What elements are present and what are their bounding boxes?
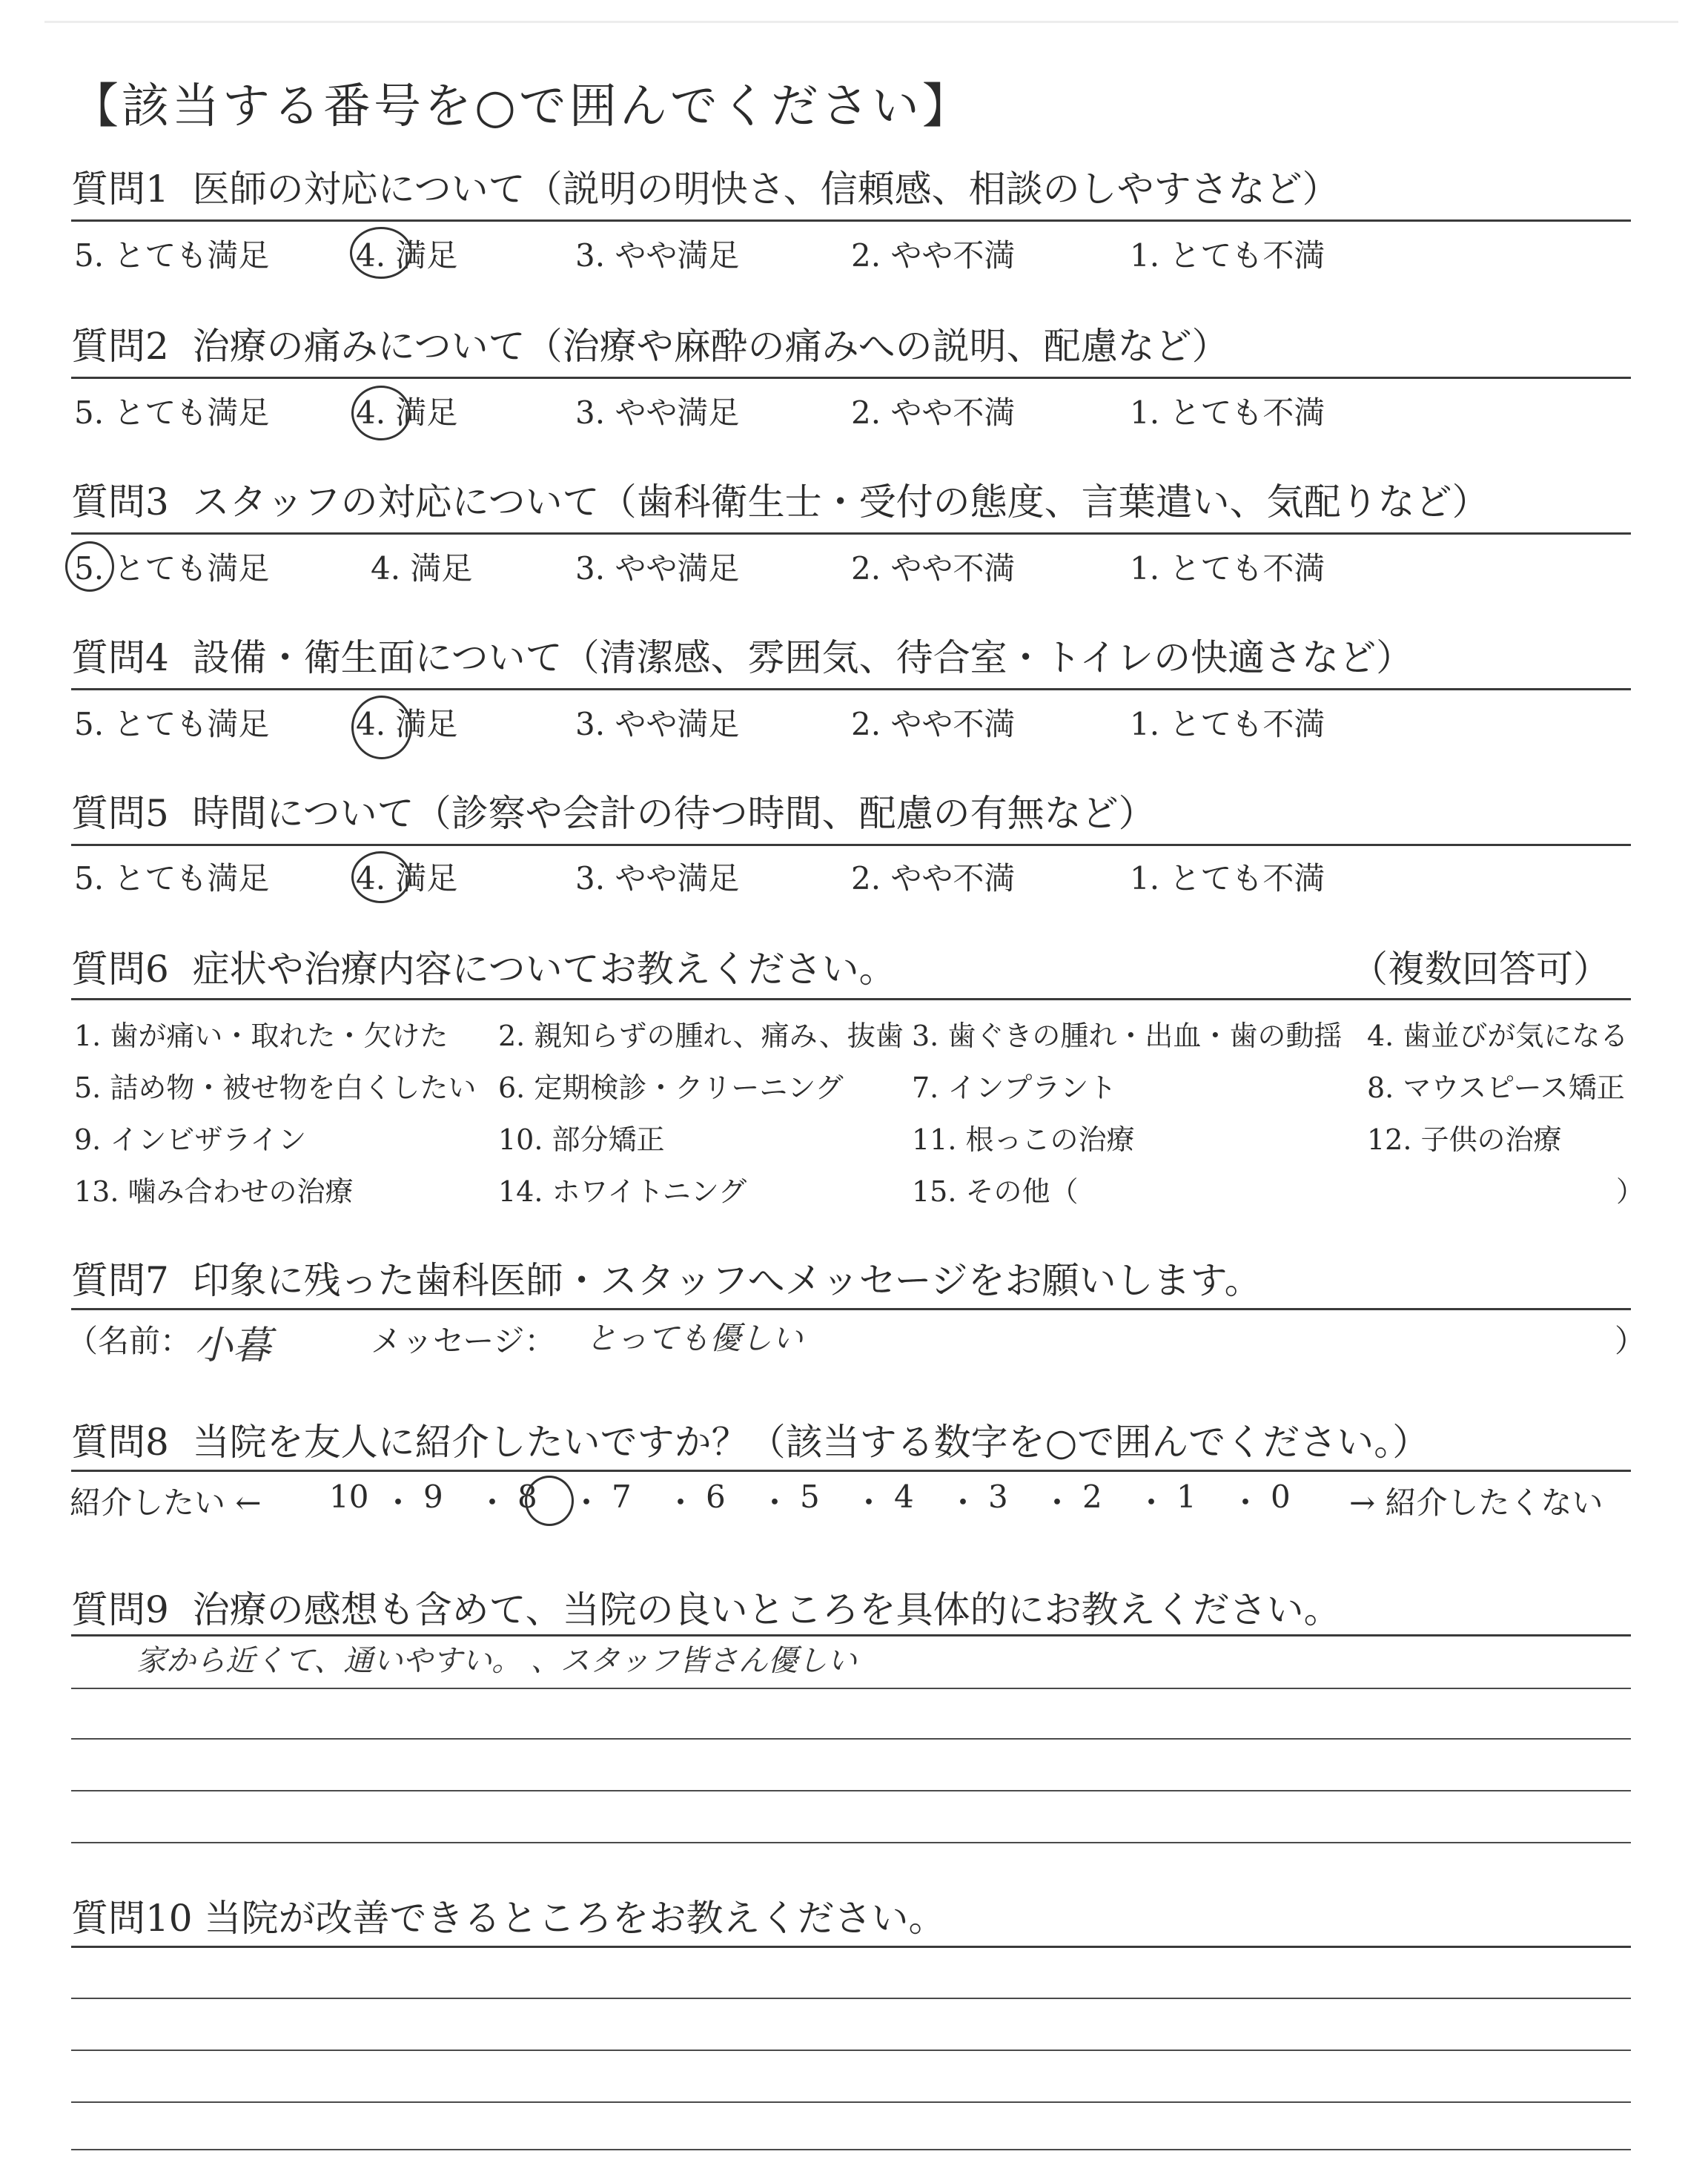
question-8-text: 当院を友人に紹介したいですか？（該当する数字を○で囲んでください。） bbox=[192, 1421, 1430, 1464]
question-2-text: 治療の痛みについて（治療や麻酔の痛みへの説明、配慮など） bbox=[192, 325, 1229, 368]
q5-option-1[interactable]: 1. とても不満 bbox=[1130, 860, 1325, 896]
q8-scale-4[interactable]: 4 bbox=[894, 1479, 914, 1515]
question-10 bbox=[71, 1892, 1631, 1944]
question-10-text: 当院が改善できるところをお教えください。 bbox=[204, 1897, 946, 1940]
question-5-text: 時間について（診察や会計の待つ時間、配慮の有無など） bbox=[192, 792, 1156, 835]
q8-scale-2[interactable]: 2 bbox=[1082, 1479, 1102, 1515]
question-1 bbox=[71, 163, 1631, 215]
q3-answer-circle bbox=[65, 541, 114, 592]
q8-scale-dot: ・ bbox=[947, 1484, 979, 1521]
question-5-rule bbox=[71, 844, 1631, 846]
q5-option-3[interactable]: 3. やや満足 bbox=[575, 860, 740, 896]
q1-option-4[interactable]: 4. 満足 bbox=[356, 237, 458, 274]
q9-answer[interactable]: 家から近くて、通いやすい。 、スタッフ皆さん優しい bbox=[136, 1644, 857, 1678]
q9-line-4 bbox=[71, 1842, 1631, 1843]
q1-option-5[interactable]: 5. とても満足 bbox=[74, 237, 270, 274]
question-1-label: 質問1 bbox=[71, 168, 169, 211]
q8-right-label: → 紹介したくない bbox=[1349, 1484, 1603, 1521]
q2-option-5[interactable]: 5. とても満足 bbox=[74, 394, 270, 431]
q8-left-label: 紹介したい ← bbox=[70, 1484, 262, 1521]
q7-close: ） bbox=[1615, 1323, 1646, 1359]
q3-option-1[interactable]: 1. とても不満 bbox=[1130, 550, 1325, 587]
q8-scale-9[interactable]: 9 bbox=[423, 1479, 443, 1515]
q8-scale-10[interactable]: 10 bbox=[329, 1479, 369, 1515]
q6-option-5[interactable]: 5. 詰め物・被せ物を白くしたい bbox=[74, 1071, 477, 1104]
question-2 bbox=[71, 320, 1631, 372]
question-1-rule bbox=[71, 219, 1631, 222]
question-6-label: 質問6 bbox=[71, 948, 169, 991]
question-4-label: 質問4 bbox=[71, 636, 169, 679]
q6-option-13[interactable]: 13. 噛み合わせの治療 bbox=[74, 1175, 354, 1208]
q2-answer-circle bbox=[351, 386, 411, 440]
q8-scale-3[interactable]: 3 bbox=[988, 1479, 1008, 1515]
question-2-label: 質問2 bbox=[71, 325, 169, 368]
q8-scale-8[interactable]: 8 bbox=[517, 1479, 537, 1515]
q6-option-2[interactable]: 2. 親知らずの腫れ、痛み、抜歯 bbox=[498, 1020, 904, 1052]
q8-scale-dot: ・ bbox=[1042, 1484, 1073, 1521]
q5-option-5[interactable]: 5. とても満足 bbox=[74, 860, 270, 896]
q6-option-4[interactable]: 4. 歯並びが気になる bbox=[1367, 1020, 1629, 1052]
q6-option-1[interactable]: 1. 歯が痛い・取れた・欠けた bbox=[74, 1020, 448, 1052]
q8-scale-dot: ・ bbox=[759, 1484, 791, 1521]
q10-line-2 bbox=[71, 2050, 1631, 2051]
page-title: 【該当する番号を○で囲んでください】 bbox=[71, 79, 973, 134]
question-6 bbox=[71, 943, 1631, 995]
q6-option-15-close: ） bbox=[1616, 1175, 1645, 1208]
question-8-label: 質問8 bbox=[71, 1421, 169, 1464]
q6-option-7[interactable]: 7. インプラント bbox=[912, 1071, 1117, 1104]
q7-name-open: （名前： bbox=[67, 1323, 192, 1359]
question-9 bbox=[71, 1584, 1631, 1636]
question-4 bbox=[71, 632, 1631, 684]
q1-option-3[interactable]: 3. やや満足 bbox=[575, 237, 740, 274]
q7-message-label: メッセージ： bbox=[371, 1323, 556, 1359]
question-3-rule bbox=[71, 532, 1631, 535]
q6-option-6[interactable]: 6. 定期検診・クリーニング bbox=[498, 1071, 844, 1104]
q4-answer-circle bbox=[351, 696, 412, 759]
question-7-label: 質問7 bbox=[71, 1259, 169, 1302]
q3-option-4[interactable]: 4. 満足 bbox=[371, 550, 473, 587]
question-6-note: （複数回答可） bbox=[1351, 948, 1610, 991]
q10-line-4 bbox=[71, 2149, 1631, 2150]
q7-name-value[interactable]: 小暮 bbox=[194, 1324, 272, 1368]
q4-option-2[interactable]: 2. やや不満 bbox=[851, 706, 1016, 742]
question-4-rule bbox=[71, 688, 1631, 690]
q8-scale-1[interactable]: 1 bbox=[1176, 1479, 1196, 1515]
question-3 bbox=[71, 476, 1631, 528]
q1-answer-circle bbox=[350, 227, 412, 279]
question-3-text: スタッフの対応について（歯科衛生士・受付の態度、言葉遣い、気配りなど） bbox=[192, 480, 1489, 524]
question-2-rule bbox=[71, 377, 1631, 379]
q8-scale-5[interactable]: 5 bbox=[800, 1479, 820, 1515]
q3-option-3[interactable]: 3. やや満足 bbox=[575, 550, 740, 587]
q4-option-4[interactable]: 4. 満足 bbox=[356, 706, 458, 742]
q6-option-9[interactable]: 9. インビザライン bbox=[74, 1123, 307, 1156]
q4-option-1[interactable]: 1. とても不満 bbox=[1130, 706, 1325, 742]
question-7-text: 印象に残った歯科医師・スタッフへメッセージをお願いします。 bbox=[192, 1259, 1262, 1302]
question-10-rule bbox=[71, 1946, 1631, 1948]
q8-scale-0[interactable]: 0 bbox=[1271, 1479, 1291, 1515]
q6-option-12[interactable]: 12. 子供の治療 bbox=[1367, 1123, 1562, 1156]
q4-option-5[interactable]: 5. とても満足 bbox=[74, 706, 270, 742]
question-5 bbox=[71, 787, 1631, 839]
q6-option-10[interactable]: 10. 部分矯正 bbox=[498, 1123, 665, 1156]
q8-scale-dot: ・ bbox=[571, 1484, 603, 1521]
q8-scale-dot: ・ bbox=[1136, 1484, 1168, 1521]
q10-line-1 bbox=[71, 1998, 1631, 1999]
q5-option-2[interactable]: 2. やや不満 bbox=[851, 860, 1016, 896]
question-10-label: 質問10 bbox=[71, 1897, 193, 1940]
question-4-text: 設備・衛生面について（清潔感、雰囲気、待合室・トイレの快適さなど） bbox=[192, 636, 1414, 679]
question-9-rule bbox=[71, 1634, 1631, 1636]
q3-option-2[interactable]: 2. やや不満 bbox=[851, 550, 1016, 587]
question-8-rule bbox=[71, 1470, 1631, 1472]
question-1-text: 医師の対応について（説明の明快さ、信頼感、相談のしやすさなど） bbox=[192, 168, 1340, 211]
q6-option-11[interactable]: 11. 根っこの治療 bbox=[912, 1123, 1135, 1156]
q6-option-15[interactable]: 15. その他（ bbox=[912, 1175, 1079, 1208]
q1-option-1[interactable]: 1. とても不満 bbox=[1130, 237, 1325, 274]
q7-message-value[interactable]: とっても優しい bbox=[586, 1320, 804, 1356]
q8-scale-dot: ・ bbox=[665, 1484, 697, 1521]
question-7-rule bbox=[71, 1308, 1631, 1310]
q9-line-2 bbox=[71, 1738, 1631, 1740]
q2-option-3[interactable]: 3. やや満足 bbox=[575, 394, 740, 431]
q2-option-2[interactable]: 2. やや不満 bbox=[851, 394, 1016, 431]
q9-line-1 bbox=[71, 1688, 1631, 1689]
q4-option-3[interactable]: 3. やや満足 bbox=[575, 706, 740, 742]
question-9-text: 治療の感想も含めて、当院の良いところを具体的にお教えください。 bbox=[192, 1588, 1341, 1631]
q10-line-3 bbox=[71, 2101, 1631, 2103]
q8-scale-dot: ・ bbox=[383, 1484, 414, 1521]
q8-scale-7[interactable]: 7 bbox=[612, 1479, 632, 1515]
q8-answer-circle bbox=[525, 1476, 574, 1526]
top-border bbox=[44, 21, 1678, 23]
q2-option-4[interactable]: 4. 満足 bbox=[356, 394, 458, 431]
q8-scale-dot: ・ bbox=[1230, 1484, 1262, 1521]
question-9-label: 質問9 bbox=[71, 1588, 169, 1631]
question-6-text: 症状や治療内容についてお教えください。 bbox=[192, 948, 896, 991]
q5-answer-circle bbox=[351, 851, 411, 903]
question-7 bbox=[71, 1255, 1631, 1307]
q8-scale-6[interactable]: 6 bbox=[706, 1479, 726, 1515]
question-8 bbox=[71, 1416, 1631, 1468]
q2-option-1[interactable]: 1. とても不満 bbox=[1130, 394, 1325, 431]
q5-option-4[interactable]: 4. 満足 bbox=[356, 860, 458, 896]
q6-option-14[interactable]: 14. ホワイトニング bbox=[498, 1175, 747, 1208]
q1-option-2[interactable]: 2. やや不満 bbox=[851, 237, 1016, 274]
q6-option-3[interactable]: 3. 歯ぐきの腫れ・出血・歯の動揺 bbox=[912, 1020, 1343, 1052]
q6-option-8[interactable]: 8. マウスピース矯正 bbox=[1367, 1071, 1625, 1104]
q8-scale-dot: ・ bbox=[477, 1484, 509, 1521]
question-3-label: 質問3 bbox=[71, 480, 169, 524]
question-6-rule bbox=[71, 998, 1631, 1000]
q9-line-3 bbox=[71, 1790, 1631, 1791]
q3-option-5[interactable]: 5. とても満足 bbox=[74, 550, 270, 587]
question-5-label: 質問5 bbox=[71, 792, 169, 835]
q8-scale-dot: ・ bbox=[853, 1484, 885, 1521]
